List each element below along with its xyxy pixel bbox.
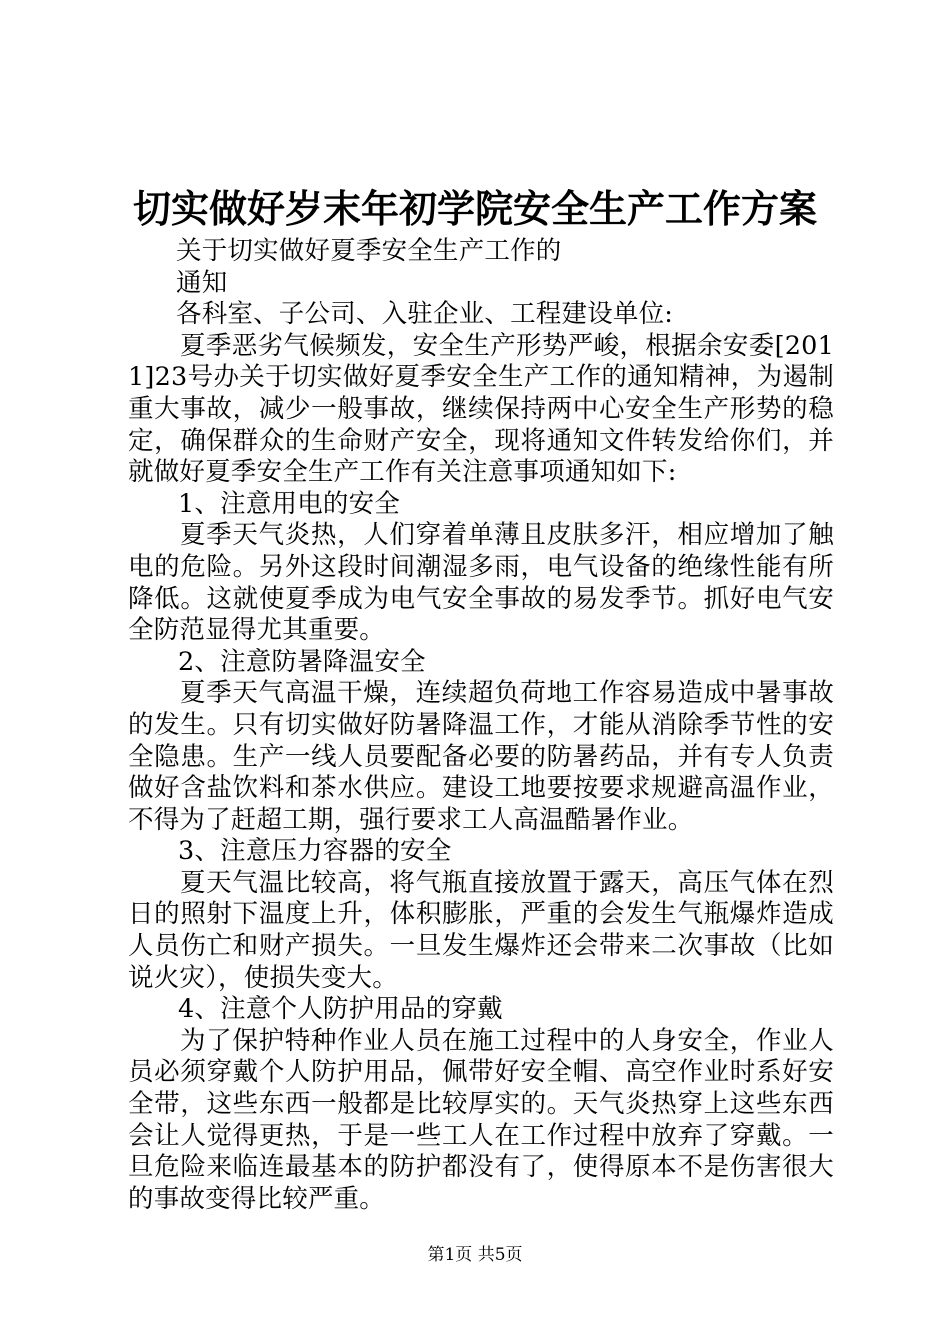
section-heading-2: 2、注意防暑降温安全 bbox=[178, 646, 426, 677]
intro-paragraph: 夏季恶劣气候频发，安全生产形势严峻，根据余安委[2011]23号办关于切实做好夏季安全生产工作的通知精神，为遏制重大事故，减少一般事故，继续保持两中心安全生产形势的稳定，确保群众的生命财产安全，现将通知文件转发给你们，并就做好夏季安全生产工作有关注意事项通知如下: bbox=[128, 330, 834, 488]
section-heading-4: 4、注意个人防护用品的穿戴 bbox=[178, 994, 503, 1025]
notice-title-line-2: 通知 bbox=[176, 267, 228, 298]
document-body bbox=[128, 236, 834, 1215]
notice-title-line-1: 关于切实做好夏季安全生产工作的 bbox=[176, 236, 562, 266]
addressee-line: 各科室、子公司、入驻企业、工程建设单位: bbox=[176, 299, 674, 330]
section-paragraph-1: 夏季天气炎热，人们穿着单薄且皮肤多汗，相应增加了触电的危险。另外这段时间潮湿多雨，电气设备的绝缘性能有所降低。这就使夏季成为电气安全事故的易发季节。抓好电气安全防范显得尤其重要。 bbox=[128, 520, 834, 646]
document-title: 切实做好岁末年初学院安全生产工作方案 bbox=[132, 187, 817, 231]
section-paragraph-2: 夏季天气高温干燥，连续超负荷地工作容易造成中暑事故的发生。只有切实做好防暑降温工作，才能从消除季节性的安全隐患。生产一线人员要配备必要的防暑药品，并有专人负责做好含盐饮料和茶水供应。建设工地要按要求规避高温作业，不得为了赶超工期，强行要求工人高温酷暑作业。 bbox=[128, 678, 834, 835]
section-heading-1: 1、注意用电的安全 bbox=[178, 488, 401, 519]
page-number-footer: 第1页 共5页 bbox=[427, 1245, 523, 1265]
section-paragraph-4: 为了保护特种作业人员在施工过程中的人身安全，作业人员必须穿戴个人防护用品，佩带好安全帽、高空作业时系好安全带，这些东西一般都是比较厚实的。天气炎热穿上这些东西会让人觉得更热，于是一些工人在工作过程中放弃了穿戴。一旦危险来临连最基本的防护都没有了，使得原本不是伤害很大的事故变得比较严重。 bbox=[128, 1025, 834, 1214]
section-paragraph-3: 夏天气温比较高，将气瓶直接放置于露天，高压气体在烈日的照射下温度上升，体积膨胀，严重的会发生气瓶爆炸造成人员伤亡和财产损失。一旦发生爆炸还会带来二次事故（比如说火灾），使损失变大。 bbox=[128, 867, 834, 993]
section-heading-3: 3、注意压力容器的安全 bbox=[178, 836, 452, 867]
